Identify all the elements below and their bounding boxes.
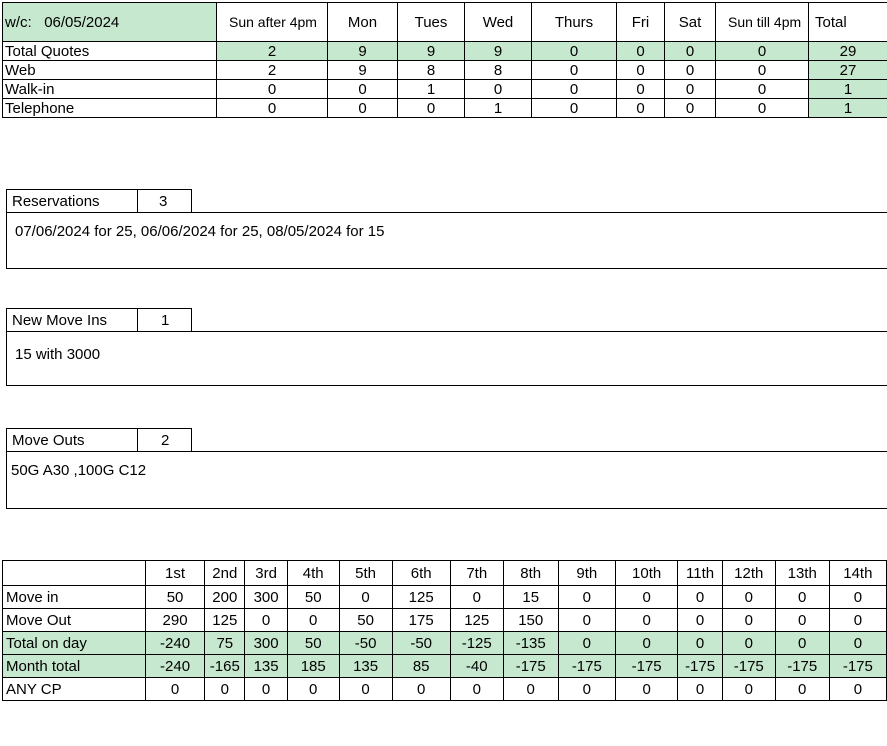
value-cell: 0 [328, 99, 398, 118]
weekly-quotes-table [2, 2, 887, 118]
header-tues: Tues [398, 3, 465, 42]
days-row-move-out [3, 609, 887, 632]
row-label: Move Out [3, 609, 146, 632]
header-sun-after-4pm: Sun after 4pm [217, 3, 328, 42]
day-value-cell: 0 [678, 632, 722, 655]
day-value-cell: 50 [287, 586, 339, 609]
day-value-cell: 300 [245, 586, 287, 609]
days-row-month-total [3, 655, 887, 678]
day-header: 11th [678, 561, 722, 586]
reservations-count: 3 [159, 192, 168, 210]
value-cell: 0 [617, 80, 665, 99]
move-ins-header [6, 308, 192, 332]
day-value-cell: 0 [829, 632, 886, 655]
value-cell: 2 [217, 42, 328, 61]
total-cell: 27 [809, 61, 887, 80]
value-cell: 0 [665, 42, 716, 61]
day-value-cell: 0 [722, 678, 775, 701]
day-value-cell: 0 [722, 586, 775, 609]
days-header-row [3, 561, 887, 586]
day-value-cell: 75 [205, 632, 245, 655]
day-value-cell: 0 [339, 586, 392, 609]
day-value-cell: 200 [205, 586, 245, 609]
day-value-cell: 0 [829, 586, 886, 609]
value-cell: 1 [465, 99, 532, 118]
value-cell: 0 [217, 99, 328, 118]
day-value-cell: -135 [503, 632, 558, 655]
day-value-cell: 0 [287, 609, 339, 632]
day-value-cell: 0 [558, 609, 615, 632]
day-value-cell: 50 [145, 586, 204, 609]
day-value-cell: 0 [615, 609, 677, 632]
daily-moves-table [2, 560, 887, 701]
row-label: ANY CP [3, 678, 146, 701]
day-value-cell: 0 [678, 609, 722, 632]
day-value-cell: 175 [392, 609, 450, 632]
day-header: 8th [503, 561, 558, 586]
day-value-cell: 150 [503, 609, 558, 632]
move-outs-details-box [6, 451, 887, 509]
value-cell: 0 [532, 61, 617, 80]
value-cell: 9 [328, 61, 398, 80]
day-value-cell: 0 [339, 678, 392, 701]
move-outs-details: 50G A30 ,100G C12 [11, 462, 147, 479]
move-ins-details-box [6, 331, 887, 386]
header-mon: Mon [328, 3, 398, 42]
total-cell: 29 [809, 42, 887, 61]
header-sat: Sat [665, 3, 716, 42]
reservations-label: Reservations [12, 192, 100, 210]
day-value-cell: 135 [245, 655, 287, 678]
header-thurs: Thurs [532, 3, 617, 42]
value-cell: 0 [398, 99, 465, 118]
day-value-cell: -240 [145, 655, 204, 678]
week-date: 06/05/2024 [44, 13, 120, 31]
day-value-cell: 85 [392, 655, 450, 678]
day-header: 5th [339, 561, 392, 586]
value-cell: 8 [398, 61, 465, 80]
move-ins-label: New Move Ins [12, 311, 108, 329]
day-header: 14th [829, 561, 886, 586]
day-header: 10th [615, 561, 677, 586]
day-value-cell: 0 [775, 632, 829, 655]
reservations-details: 07/06/2024 for 25, 06/06/2024 for 25, 08/05/2024 for 15 [15, 223, 385, 240]
value-cell: 9 [328, 42, 398, 61]
week-label: w/c: [5, 13, 32, 31]
day-header: 6th [392, 561, 450, 586]
day-value-cell: 0 [829, 678, 886, 701]
day-value-cell: 185 [287, 655, 339, 678]
total-cell: 1 [809, 99, 887, 118]
day-header: 4th [287, 561, 339, 586]
header-wed: Wed [465, 3, 532, 42]
day-value-cell: -40 [450, 655, 503, 678]
header-fri: Fri [617, 3, 665, 42]
header-sun-till-4pm: Sun till 4pm [716, 3, 809, 42]
row-label: Total Quotes [3, 42, 217, 61]
day-value-cell: 0 [615, 678, 677, 701]
row-label: Web [3, 61, 217, 80]
day-value-cell: -240 [145, 632, 204, 655]
summary-header-row [3, 3, 887, 42]
value-cell: 0 [665, 99, 716, 118]
reservations-header [6, 189, 192, 213]
value-cell: 0 [665, 80, 716, 99]
day-value-cell: 0 [450, 678, 503, 701]
day-value-cell: 0 [615, 586, 677, 609]
days-row-total-on-day [3, 632, 887, 655]
day-value-cell: -165 [205, 655, 245, 678]
day-header: 12th [722, 561, 775, 586]
day-value-cell: 0 [615, 632, 677, 655]
day-value-cell: -175 [775, 655, 829, 678]
move-ins-details: 15 with 3000 [15, 346, 101, 363]
week-cell [3, 3, 217, 42]
days-row-any-cp [3, 678, 887, 701]
day-value-cell: -175 [558, 655, 615, 678]
value-cell: 0 [617, 99, 665, 118]
day-value-cell: 0 [145, 678, 204, 701]
row-label: Total on day [3, 632, 146, 655]
day-value-cell: 0 [678, 678, 722, 701]
day-value-cell: 0 [245, 609, 287, 632]
day-value-cell: 0 [245, 678, 287, 701]
row-label: Move in [3, 586, 146, 609]
move-outs-label: Move Outs [12, 431, 85, 449]
value-cell: 0 [465, 80, 532, 99]
value-cell: 0 [716, 80, 809, 99]
day-value-cell: 0 [450, 586, 503, 609]
total-cell: 1 [809, 80, 887, 99]
day-value-cell: 300 [245, 632, 287, 655]
day-value-cell: 125 [392, 586, 450, 609]
move-outs-header [6, 428, 192, 452]
value-cell: 0 [328, 80, 398, 99]
day-value-cell: 0 [287, 678, 339, 701]
day-header: 3rd [245, 561, 287, 586]
day-value-cell: 50 [287, 632, 339, 655]
day-value-cell: -50 [392, 632, 450, 655]
summary-row-total-quotes [3, 42, 887, 61]
day-header: 1st [145, 561, 204, 586]
value-cell: 9 [398, 42, 465, 61]
day-value-cell: -175 [615, 655, 677, 678]
day-value-cell: 0 [722, 609, 775, 632]
move-outs-count: 2 [161, 431, 170, 449]
day-value-cell: 0 [558, 678, 615, 701]
summary-row-telephone [3, 99, 887, 118]
row-label: Walk-in [3, 80, 217, 99]
day-value-cell: 0 [392, 678, 450, 701]
day-value-cell: 0 [503, 678, 558, 701]
value-cell: 0 [617, 42, 665, 61]
day-value-cell: 15 [503, 586, 558, 609]
value-cell: 9 [465, 42, 532, 61]
value-cell: 0 [716, 42, 809, 61]
day-value-cell: -50 [339, 632, 392, 655]
day-header: 9th [558, 561, 615, 586]
day-value-cell: 125 [205, 609, 245, 632]
reservations-details-box [6, 212, 887, 269]
move-ins-count: 1 [161, 311, 170, 329]
day-value-cell: 0 [558, 632, 615, 655]
day-value-cell: 0 [775, 609, 829, 632]
corner-cell [3, 561, 146, 586]
value-cell: 8 [465, 61, 532, 80]
value-cell: 2 [217, 61, 328, 80]
day-header: 13th [775, 561, 829, 586]
value-cell: 0 [217, 80, 328, 99]
days-row-move-in [3, 586, 887, 609]
day-value-cell: -125 [450, 632, 503, 655]
summary-row-walk-in [3, 80, 887, 99]
row-label: Telephone [3, 99, 217, 118]
day-value-cell: 0 [829, 609, 886, 632]
day-value-cell: 0 [775, 586, 829, 609]
value-cell: 0 [532, 80, 617, 99]
value-cell: 0 [532, 99, 617, 118]
value-cell: 0 [532, 42, 617, 61]
day-header: 7th [450, 561, 503, 586]
value-cell: 0 [716, 61, 809, 80]
day-value-cell: 0 [205, 678, 245, 701]
day-value-cell: 0 [775, 678, 829, 701]
day-value-cell: 0 [678, 586, 722, 609]
value-cell: 0 [665, 61, 716, 80]
value-cell: 0 [716, 99, 809, 118]
day-value-cell: 0 [558, 586, 615, 609]
value-cell: 1 [398, 80, 465, 99]
day-value-cell: -175 [722, 655, 775, 678]
day-value-cell: 290 [145, 609, 204, 632]
summary-row-web [3, 61, 887, 80]
day-value-cell: -175 [503, 655, 558, 678]
day-value-cell: 125 [450, 609, 503, 632]
day-value-cell: 50 [339, 609, 392, 632]
day-header: 2nd [205, 561, 245, 586]
day-value-cell: 0 [722, 632, 775, 655]
day-value-cell: 135 [339, 655, 392, 678]
value-cell: 0 [617, 61, 665, 80]
row-label: Month total [3, 655, 146, 678]
day-value-cell: -175 [829, 655, 886, 678]
day-value-cell: -175 [678, 655, 722, 678]
header-total: Total [809, 3, 887, 42]
